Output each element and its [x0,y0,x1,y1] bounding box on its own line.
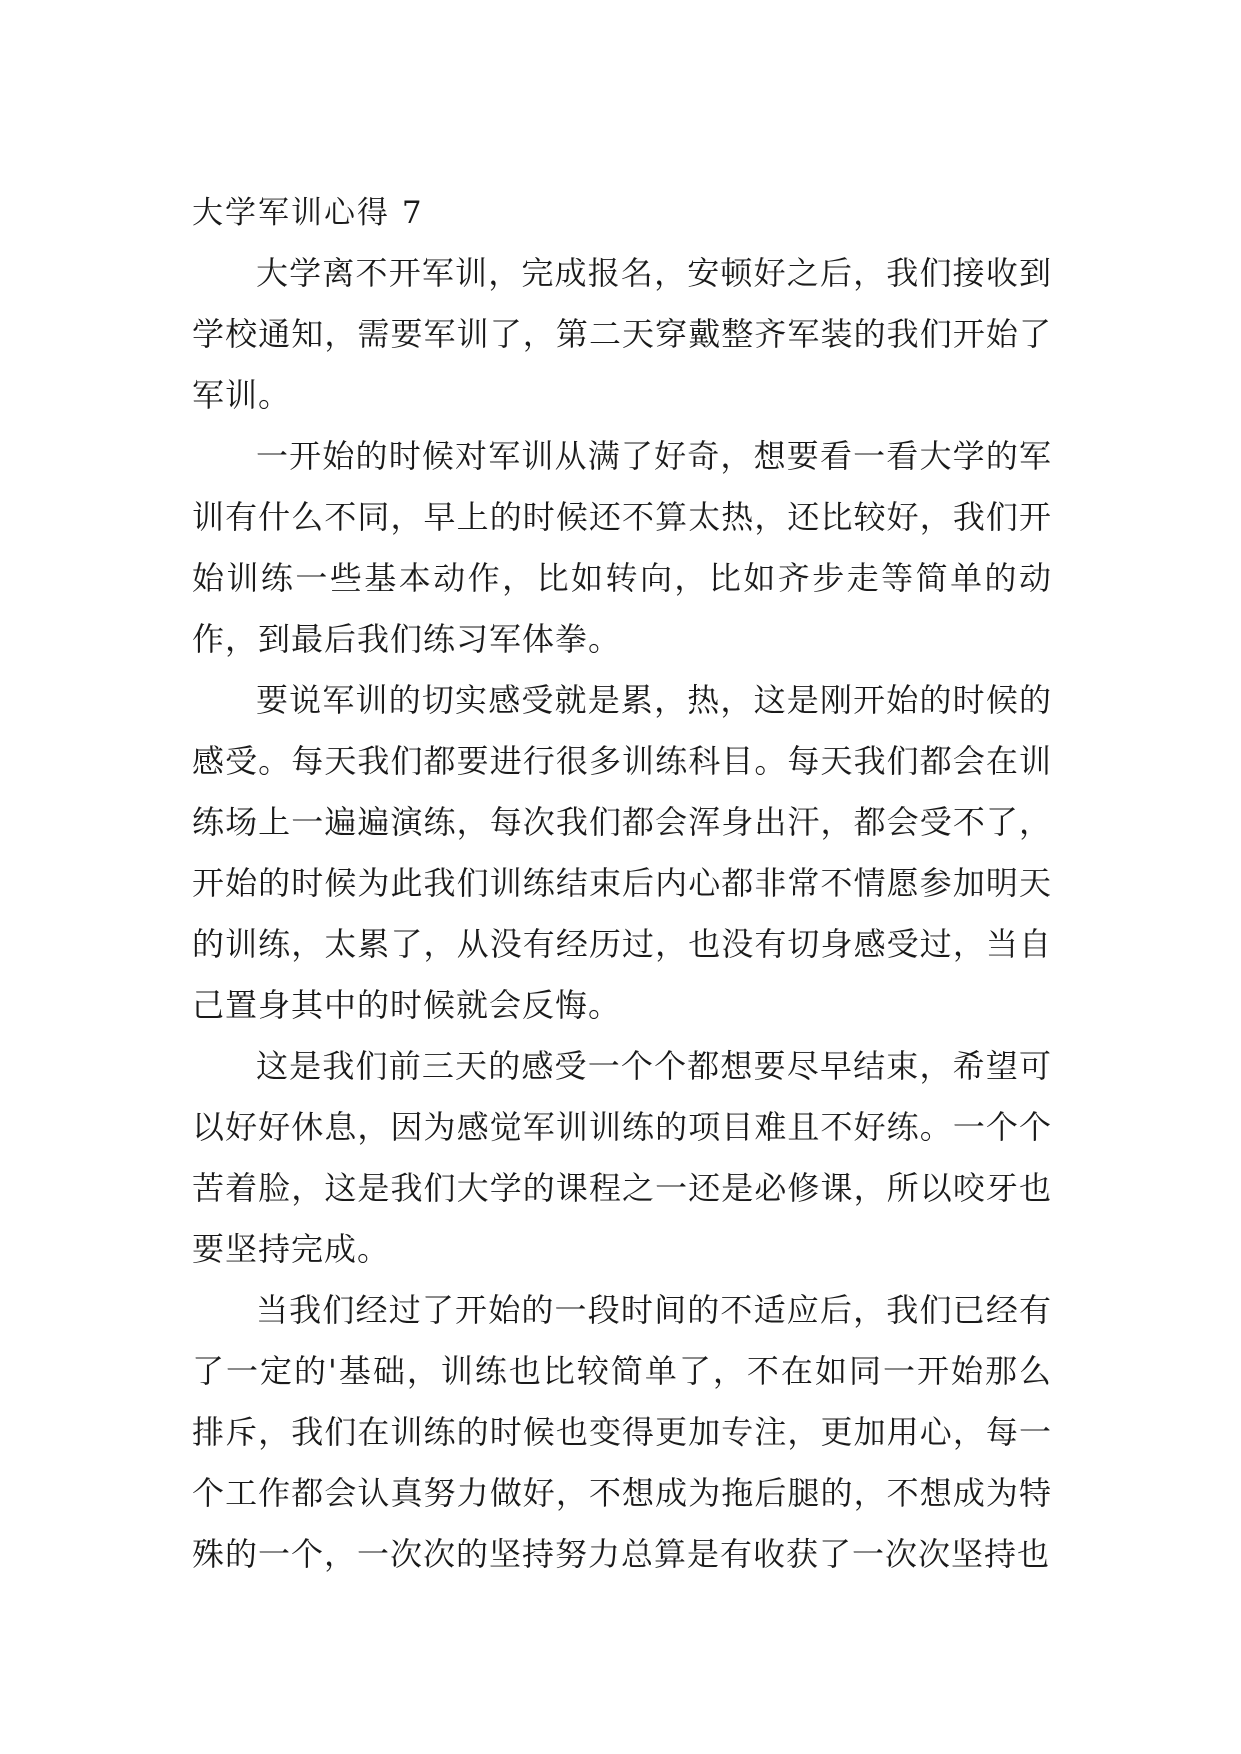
paragraph: 当我们经过了开始的一段时间的不适应后，我们已经有了一定的'基础，训练也比较简单了，不在如同一开始那么排斥，我们在训练的时候也变得更加专注，更加用心，每一个工作都会认真努力做好，不想成为拖后腿的，不想成为特殊的一个，一次次的坚持努力总算是有收获了一次次坚持也 [192,1291,1052,1573]
paragraph: 大学离不开军训，完成报名，安顿好之后，我们接收到学校通知，需要军训了，第二天穿戴整齐军装的我们开始了军训。 [192,254,1052,414]
document-title: 大学军训心得 7 [192,195,424,231]
document-body [192,183,1052,1585]
paragraph: 这是我们前三天的感受一个个都想要尽早结束，希望可以好好休息，因为感觉军训训练的项目难且不好练。一个个苦着脸，这是我们大学的课程之一还是必修课，所以咬牙也要坚持完成。 [192,1047,1052,1268]
paragraph: 要说军训的切实感受就是累，热，这是刚开始的时候的感受。每天我们都要进行很多训练科目。每天我们都会在训练场上一遍遍演练，每次我们都会浑身出汗，都会受不了，开始的时候为此我们训练结束后内心都非常不情愿参加明天的训练，太累了，从没有经历过，也没有切身感受过，当自己置身其中的时候就会反悔。 [192,681,1052,1024]
paragraph: 一开始的时候对军训从满了好奇，想要看一看大学的军训有什么不同，早上的时候还不算太热，还比较好，我们开始训练一些基本动作，比如转向，比如齐步走等简单的动作，到最后我们练习军体拳。 [192,437,1052,658]
